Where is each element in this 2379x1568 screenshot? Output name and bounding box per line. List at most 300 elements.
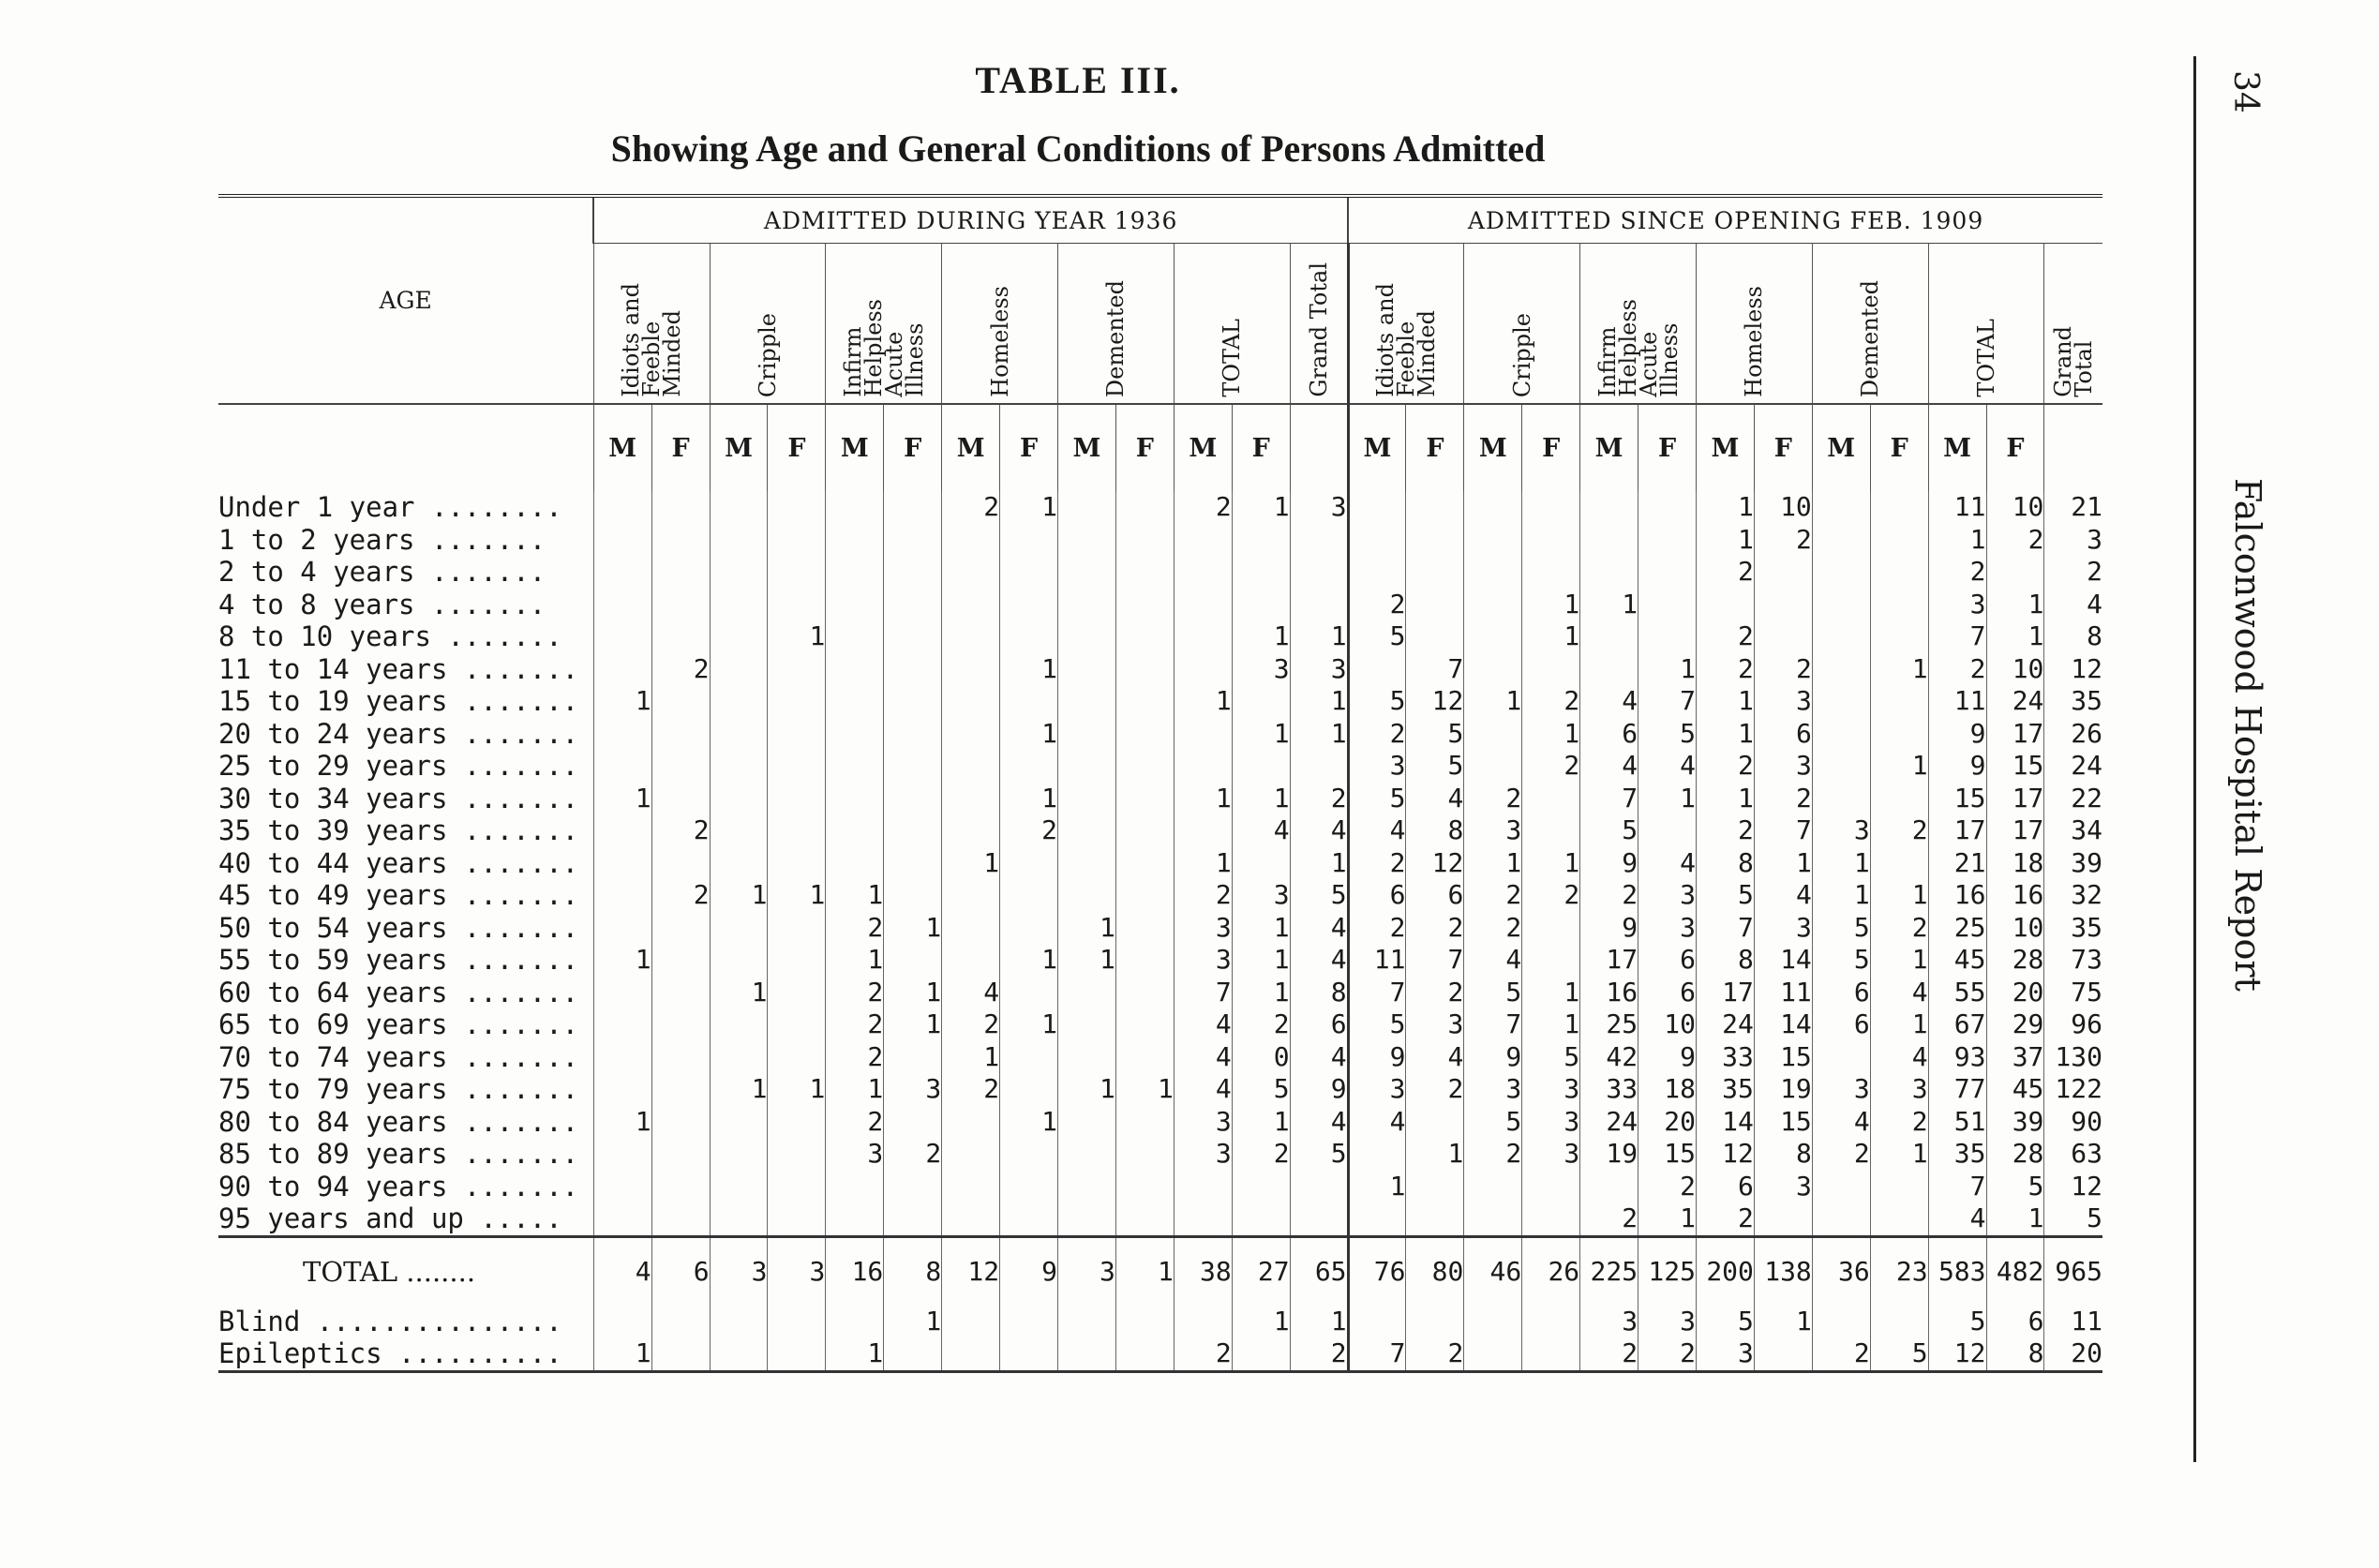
table-cell <box>1638 491 1697 524</box>
table-cell <box>1232 1202 1290 1236</box>
table-cell: 1 <box>1464 685 1522 718</box>
table-cell <box>1000 1202 1058 1236</box>
col-demented-since: Demented <box>1812 244 1928 405</box>
table-cell: 2 <box>1928 653 1986 686</box>
table-cell <box>593 491 651 524</box>
table-cell <box>768 718 826 751</box>
table-cell: 4 <box>1464 944 1522 977</box>
table-cell: 28 <box>1986 944 2044 977</box>
table-cell: 1 <box>1754 1306 1812 1338</box>
table-cell <box>1115 556 1174 589</box>
table-cell <box>826 556 884 589</box>
table-cell: 1 <box>1870 1008 1928 1041</box>
sex-m-header: M <box>1580 404 1638 491</box>
table-cell <box>768 491 826 524</box>
table-cell: 9 <box>1928 750 1986 783</box>
table-cell <box>826 750 884 783</box>
table-cell <box>1870 1171 1928 1203</box>
table-cell <box>1174 653 1232 686</box>
table-cell <box>651 912 710 945</box>
table-cell <box>710 1008 768 1041</box>
table-cell: 51 <box>1928 1106 1986 1139</box>
table-cell: 2 <box>1580 1202 1638 1236</box>
table-cell: 2 <box>1290 1337 1348 1371</box>
table-cell: 1 <box>1000 491 1058 524</box>
table-cell: 2 <box>1696 750 1754 783</box>
table-cell <box>710 718 768 751</box>
table-row <box>218 491 2102 524</box>
table-cell: 9 <box>1290 1073 1348 1106</box>
table-cell <box>651 589 710 621</box>
table-cell: 1 <box>1696 491 1754 524</box>
table-cell: 2 <box>1638 1171 1697 1203</box>
table-cell <box>710 1202 768 1236</box>
table-cell: 1 <box>1058 944 1116 977</box>
table-cell: 6 <box>1986 1306 2044 1338</box>
grand-total-spacer <box>1290 404 1348 491</box>
table-cell <box>710 524 768 557</box>
sex-f-header: F <box>1638 404 1697 491</box>
table-cell <box>1522 1171 1580 1203</box>
table-cell: 33 <box>1580 1073 1638 1106</box>
table-cell: 2 <box>1348 912 1406 945</box>
table-cell <box>884 491 942 524</box>
table-cell <box>1870 620 1928 653</box>
table-cell: 2 <box>942 1008 1000 1041</box>
table-cell: 1 <box>1870 944 1928 977</box>
table-cell: 2 <box>1464 912 1522 945</box>
table-cell: 2 <box>1696 620 1754 653</box>
table-cell <box>826 491 884 524</box>
table-cell: 2 <box>1812 1337 1870 1371</box>
table-cell: 1 <box>1000 783 1058 815</box>
table-cell: 1 <box>1870 653 1928 686</box>
table-cell <box>1115 814 1174 847</box>
table-cell: 11 <box>1754 977 1812 1009</box>
table-cell: 2 <box>1754 524 1812 557</box>
table-cell <box>1000 524 1058 557</box>
table-cell <box>1000 912 1058 945</box>
table-cell <box>1058 620 1116 653</box>
table-cell <box>1174 1171 1232 1203</box>
table-cell: 8 <box>2044 620 2102 653</box>
table-cell <box>768 1202 826 1236</box>
table-cell: 5 <box>1406 750 1464 783</box>
table-cell: 4 <box>1290 944 1348 977</box>
table-cell: 2 <box>1174 879 1232 912</box>
table-cell: 11 <box>2044 1306 2102 1338</box>
table-cell: 12 <box>942 1236 1000 1306</box>
table-cell: 1 <box>1638 1202 1697 1236</box>
table-row <box>218 977 2102 1009</box>
table-cell: 3 <box>1464 1073 1522 1106</box>
table-cell <box>593 847 651 880</box>
table-cell <box>826 1306 884 1338</box>
row-label: TOTAL ........ <box>218 1236 593 1306</box>
table-row <box>218 653 2102 686</box>
table-cell <box>1115 653 1174 686</box>
table-cell: 6 <box>1638 977 1697 1009</box>
sex-m-header: M <box>942 404 1000 491</box>
table-cell: 1 <box>942 1041 1000 1074</box>
sex-f-header: F <box>768 404 826 491</box>
table-cell: 4 <box>1348 814 1406 847</box>
table-cell <box>1696 589 1754 621</box>
table-cell: 3 <box>884 1073 942 1106</box>
table-cell <box>1812 589 1870 621</box>
table-cell: 1 <box>1696 718 1754 751</box>
table-cell <box>1000 1306 1058 1338</box>
table-cell <box>768 524 826 557</box>
table-cell: 3 <box>1812 1073 1870 1106</box>
table-cell: 1 <box>1174 685 1232 718</box>
table-cell: 35 <box>2044 685 2102 718</box>
blind-row <box>218 1306 2102 1338</box>
table-cell <box>768 653 826 686</box>
table-cell: 4 <box>942 977 1000 1009</box>
table-body <box>218 491 2102 1371</box>
table-cell: 11 <box>1928 685 1986 718</box>
sex-f-header: F <box>1115 404 1174 491</box>
table-cell: 2 <box>942 1073 1000 1106</box>
table-cell <box>1000 1041 1058 1074</box>
table-cell <box>1115 1138 1174 1171</box>
table-cell <box>1115 524 1174 557</box>
table-cell <box>1232 750 1290 783</box>
table-cell <box>1232 847 1290 880</box>
table-cell <box>1058 524 1116 557</box>
table-cell: 4 <box>1406 1041 1464 1074</box>
table-cell <box>1522 912 1580 945</box>
table-cell <box>1290 524 1348 557</box>
table-cell: 2 <box>826 1008 884 1041</box>
table-cell: 3 <box>1696 1337 1754 1371</box>
table-cell <box>1812 524 1870 557</box>
table-cell <box>1522 1337 1580 1371</box>
table-cell: 12 <box>1406 685 1464 718</box>
table-cell <box>1406 589 1464 621</box>
table-cell <box>1232 524 1290 557</box>
table-cell <box>826 814 884 847</box>
table-cell: 1 <box>593 944 651 977</box>
table-cell <box>1522 1202 1580 1236</box>
row-label: Blind ............... <box>218 1305 562 1337</box>
table-cell: 1 <box>1696 685 1754 718</box>
table-cell <box>710 589 768 621</box>
table-cell: 2 <box>1348 589 1406 621</box>
table-cell: 7 <box>1174 977 1232 1009</box>
table-cell: 8 <box>1696 847 1754 880</box>
table-cell: 6 <box>1696 1171 1754 1203</box>
sex-m-header: M <box>1696 404 1754 491</box>
table-cell: 3 <box>1812 814 1870 847</box>
table-cell: 24 <box>1696 1008 1754 1041</box>
table-cell <box>1464 1337 1522 1371</box>
table-cell: 22 <box>2044 783 2102 815</box>
table-cell <box>768 1008 826 1041</box>
row-label: 30 to 34 years ....... <box>218 782 579 814</box>
table-cell: 1 <box>1464 847 1522 880</box>
grand-total-spacer <box>2044 404 2102 491</box>
table-cell <box>942 783 1000 815</box>
table-cell <box>1754 589 1812 621</box>
table-cell: 1 <box>1290 718 1348 751</box>
table-cell: 20 <box>1638 1106 1697 1139</box>
table-cell <box>1522 491 1580 524</box>
table-cell: 2 <box>1290 783 1348 815</box>
table-cell <box>942 944 1000 977</box>
row-label: 8 to 10 years ....... <box>218 620 562 653</box>
table-cell: 3 <box>1638 912 1697 945</box>
table-cell: 4 <box>1232 814 1290 847</box>
table-cell <box>884 814 942 847</box>
table-cell <box>1058 589 1116 621</box>
table-cell: 6 <box>651 1236 710 1306</box>
table-cell: 35 <box>1696 1073 1754 1106</box>
table-cell: 3 <box>710 1236 768 1306</box>
table-cell: 17 <box>1986 718 2044 751</box>
table-cell: 10 <box>1986 912 2044 945</box>
table-cell: 5 <box>1406 718 1464 751</box>
table-cell: 19 <box>1754 1073 1812 1106</box>
table-cell: 1 <box>1580 589 1638 621</box>
table-cell: 3 <box>1870 1073 1928 1106</box>
table-cell: 3 <box>1174 912 1232 945</box>
table-cell: 1 <box>1522 977 1580 1009</box>
table-cell: 9 <box>1000 1236 1058 1306</box>
table-cell <box>768 1171 826 1203</box>
table-cell <box>768 1337 826 1371</box>
table-cell <box>826 685 884 718</box>
table-cell <box>1058 814 1116 847</box>
table-cell <box>1406 1171 1464 1203</box>
table-cell: 29 <box>1986 1008 2044 1041</box>
table-cell: 2 <box>1522 750 1580 783</box>
col-homeless-1936: Homeless <box>942 244 1058 405</box>
table-cell: 2 <box>826 1106 884 1139</box>
table-cell <box>710 685 768 718</box>
table-cell <box>651 847 710 880</box>
table-cell <box>1058 1008 1116 1041</box>
table-cell: 2 <box>1870 814 1928 847</box>
table-cell: 8 <box>1754 1138 1812 1171</box>
table-cell: 1 <box>1986 1202 2044 1236</box>
table-cell: 5 <box>1290 879 1348 912</box>
table-cell <box>826 653 884 686</box>
table-cell: 4 <box>1290 1041 1348 1074</box>
table-cell: 6 <box>1290 1008 1348 1041</box>
table-cell <box>710 1041 768 1074</box>
table-cell: 4 <box>1174 1041 1232 1074</box>
table-cell <box>651 1073 710 1106</box>
table-cell <box>1464 556 1522 589</box>
table-cell: 36 <box>1812 1236 1870 1306</box>
table-cell: 1 <box>1754 847 1812 880</box>
table-cell <box>884 1106 942 1139</box>
table-cell: 1 <box>1000 1008 1058 1041</box>
table-cell <box>593 879 651 912</box>
table-cell <box>651 718 710 751</box>
col-grand-total-since: Grand Total <box>2044 244 2102 405</box>
table-cell <box>1812 1171 1870 1203</box>
group-header-since-1909: ADMITTED SINCE OPENING FEB. 1909 <box>1348 196 2102 244</box>
table-cell: 138 <box>1754 1236 1812 1306</box>
table-cell <box>1638 524 1697 557</box>
table-cell <box>826 589 884 621</box>
sex-f-header: F <box>1754 404 1812 491</box>
sex-m-header: M <box>593 404 651 491</box>
table-cell: 25 <box>1580 1008 1638 1041</box>
table-cell <box>1348 1202 1406 1236</box>
table-row <box>218 1106 2102 1139</box>
table-cell: 17 <box>1580 944 1638 977</box>
table-cell: 1 <box>1522 1008 1580 1041</box>
table-cell <box>1464 524 1522 557</box>
table-cell <box>651 1202 710 1236</box>
table-cell: 1 <box>1174 847 1232 880</box>
table-cell <box>651 1041 710 1074</box>
table-cell <box>1406 1306 1464 1338</box>
table-cell <box>710 1138 768 1171</box>
table-cell <box>1000 1138 1058 1171</box>
table-row <box>218 783 2102 815</box>
table-cell: 39 <box>2044 847 2102 880</box>
table-cell: 583 <box>1928 1236 1986 1306</box>
table-cell: 9 <box>1348 1041 1406 1074</box>
table-cell: 1 <box>768 1073 826 1106</box>
table-cell: 12 <box>2044 653 2102 686</box>
table-cell: 1 <box>1232 620 1290 653</box>
table-cell: 23 <box>1870 1236 1928 1306</box>
table-cell <box>768 847 826 880</box>
table-cell <box>1058 977 1116 1009</box>
table-cell: 18 <box>1638 1073 1697 1106</box>
table-cell <box>1115 1306 1174 1338</box>
table-cell <box>1638 589 1697 621</box>
table-row <box>218 847 2102 880</box>
table-cell: 1 <box>1000 653 1058 686</box>
table-cell <box>942 1171 1000 1203</box>
table-cell: 2 <box>2044 556 2102 589</box>
table-cell <box>1000 556 1058 589</box>
table-cell: 1 <box>1232 977 1290 1009</box>
row-label: Epileptics .......... <box>218 1337 593 1371</box>
table-cell <box>1464 718 1522 751</box>
table-cell: 46 <box>1464 1236 1522 1306</box>
table-cell: 1 <box>710 879 768 912</box>
table-cell <box>768 750 826 783</box>
table-cell <box>593 1073 651 1106</box>
table-cell <box>884 524 942 557</box>
table-cell <box>1058 653 1116 686</box>
table-cell: 2 <box>1348 718 1406 751</box>
table-cell: 18 <box>1986 847 2044 880</box>
sex-f-header: F <box>1406 404 1464 491</box>
table-cell <box>884 685 942 718</box>
table-cell <box>651 556 710 589</box>
table-cell <box>942 879 1000 912</box>
table-cell: 35 <box>1928 1138 1986 1171</box>
table-cell: 3 <box>826 1138 884 1171</box>
table-cell <box>1812 1306 1870 1338</box>
table-row <box>218 912 2102 945</box>
table-cell <box>651 977 710 1009</box>
table-cell: 2 <box>1696 556 1754 589</box>
table-cell: 1 <box>768 620 826 653</box>
table-cell <box>1058 556 1116 589</box>
age-header: AGE <box>218 196 593 404</box>
table-cell <box>1290 1171 1348 1203</box>
table-cell <box>884 1202 942 1236</box>
table-cell: 2 <box>1754 783 1812 815</box>
table-cell <box>1115 977 1174 1009</box>
table-cell: 2 <box>651 653 710 686</box>
table-cell <box>1464 1171 1522 1203</box>
table-cell: 1 <box>1058 912 1116 945</box>
table-cell: 4 <box>1580 750 1638 783</box>
table-cell <box>1058 685 1116 718</box>
table-cell: 11 <box>1928 491 1986 524</box>
table-cell: 2 <box>1406 1073 1464 1106</box>
table-cell: 2 <box>1406 1337 1464 1371</box>
table-cell <box>1870 685 1928 718</box>
table-cell <box>593 718 651 751</box>
table-cell: 17 <box>1928 814 1986 847</box>
table-cell: 1 <box>593 1337 651 1371</box>
table-cell <box>1174 556 1232 589</box>
table-cell <box>1406 1202 1464 1236</box>
table-cell: 1 <box>1290 685 1348 718</box>
table-cell <box>1812 491 1870 524</box>
table-cell <box>1464 491 1522 524</box>
table-cell <box>1812 783 1870 815</box>
table-cell: 3 <box>1348 1073 1406 1106</box>
table-cell: 1 <box>826 1337 884 1371</box>
table-cell <box>1580 620 1638 653</box>
table-cell <box>710 1106 768 1139</box>
sex-f-header: F <box>651 404 710 491</box>
table-cell: 1 <box>1232 1306 1290 1338</box>
table-cell <box>710 847 768 880</box>
table-cell <box>1174 524 1232 557</box>
table-cell: 3 <box>1928 589 1986 621</box>
table-cell <box>1115 879 1174 912</box>
table-cell <box>826 1202 884 1236</box>
table-cell <box>593 1008 651 1041</box>
table-cell <box>768 589 826 621</box>
table-row <box>218 685 2102 718</box>
table-cell: 1 <box>1812 847 1870 880</box>
row-label: 75 to 79 years ....... <box>218 1073 579 1106</box>
table-cell: 3 <box>1522 1073 1580 1106</box>
table-cell: 3 <box>1232 879 1290 912</box>
table-cell <box>593 1171 651 1203</box>
table-cell: 1 <box>1232 491 1290 524</box>
report-side-title: Falconwood Hospital Report <box>2227 478 2268 992</box>
sex-f-header: F <box>1986 404 2044 491</box>
table-cell: 10 <box>1986 491 2044 524</box>
table-cell: 35 <box>2044 912 2102 945</box>
table-cell: 125 <box>1638 1236 1697 1306</box>
table-cell: 80 <box>1406 1236 1464 1306</box>
table-cell: 1 <box>1348 1171 1406 1203</box>
table-cell: 200 <box>1696 1236 1754 1306</box>
table-cell: 1 <box>884 1008 942 1041</box>
table-cell: 2 <box>1696 1202 1754 1236</box>
table-cell: 7 <box>1348 1337 1406 1371</box>
sex-m-header: M <box>710 404 768 491</box>
table-cell <box>826 718 884 751</box>
